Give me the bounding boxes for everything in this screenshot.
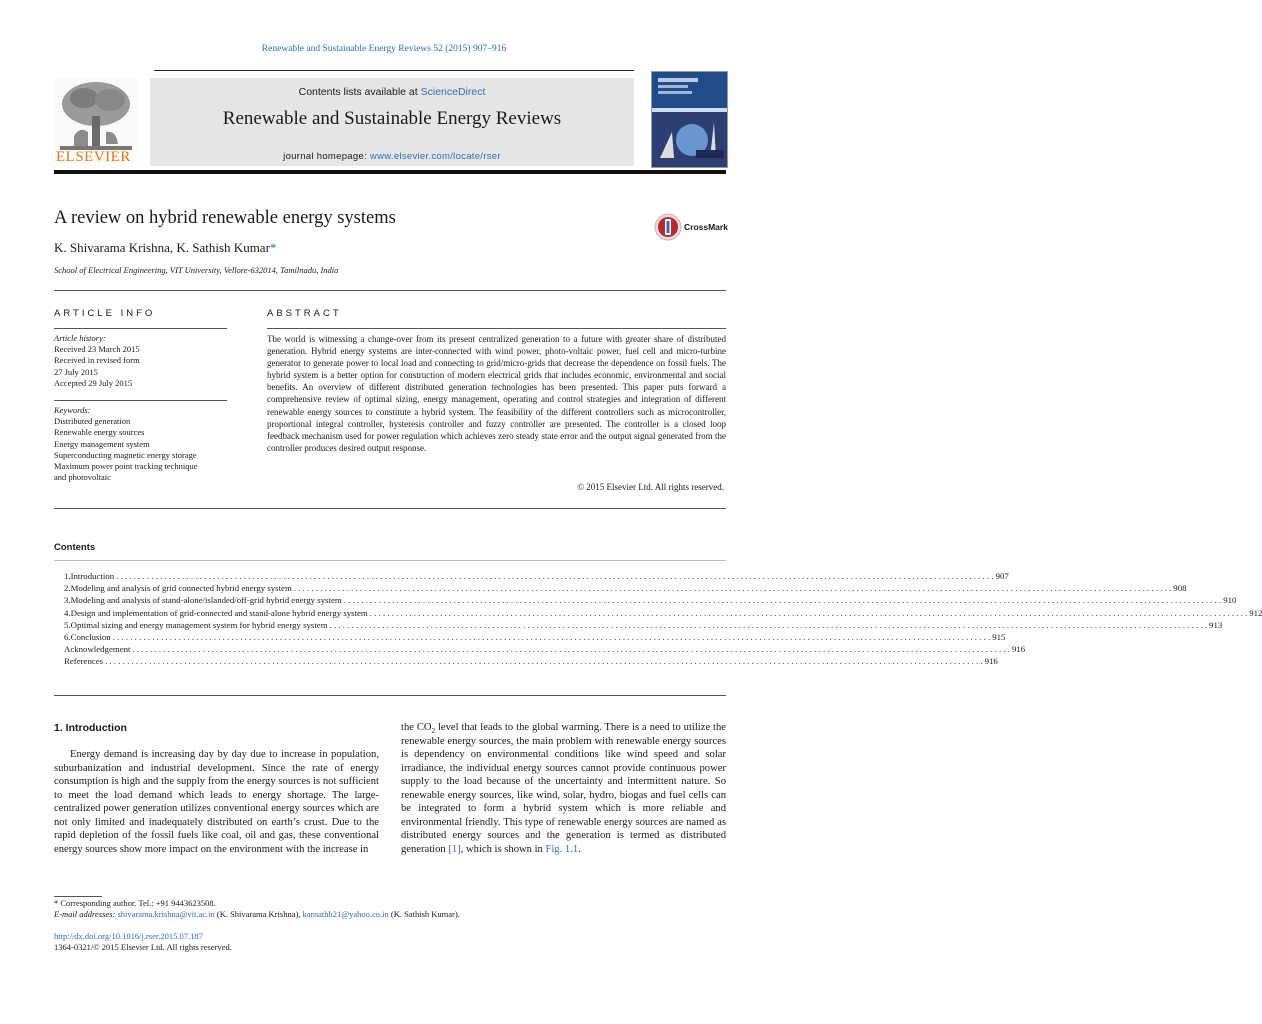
toc-leader-dots: . . . . . . . . . . . . . . . . . . . . . . . . . . . . . . . . . . . . . . . . . . . . . . . . . . . . . . . . . . . . . . . . . . . . . . . . . . . . . . . . . . . . . . . . . . . . . . . . . . . . . . . . . . . . . . . . . . . . . . . . . . . . . . . . . . . . . . . . . . . . . . . . . . . . . . . . . . . . . . . . . . . . . . . . . . . . . . . . . . . . . . . . . . . . . . . . . . . . . . . . bbox=[116, 571, 994, 581]
homepage-label: journal homepage: bbox=[283, 151, 367, 162]
reference-link[interactable]: [1] bbox=[448, 843, 461, 855]
abstract-copyright: © 2015 Elsevier Ltd. All rights reserved. bbox=[577, 482, 724, 492]
contents-rule bbox=[54, 560, 726, 561]
email-link[interactable]: shivarama.krishna@vit.ac.in bbox=[117, 909, 215, 919]
elsevier-wordmark: ELSEVIER bbox=[56, 149, 131, 165]
toc-label[interactable]: Introduction bbox=[70, 571, 115, 581]
toc-number: 1. bbox=[64, 571, 71, 581]
journal-banner bbox=[150, 78, 634, 166]
toc-page-number: 907 bbox=[995, 571, 1009, 581]
article-info-rule bbox=[54, 328, 227, 329]
toc-entry[interactable] bbox=[64, 656, 998, 668]
toc-leader-dots: . . . . . . . . . . . . . . . . . . . . . . . . . . . . . . . . . . . . . . . . . . . . . . . . . . . . . . . . . . . . . . . . . . . . . . . . . . . . . . . . . . . . . . . . . . . . . . . . . . . . . . . . . . . . . . . . . . . . . . . . . . . . . . . . . . . . . . . . . . . . . . . . . . . . . . . . . . . . . . . . . . . . . . . . . . . . . . . . . . . . . . . . . . . . . . . . . . . . . . . . bbox=[105, 656, 983, 667]
journal-homepage-line bbox=[150, 151, 634, 162]
toc-label[interactable]: Modeling and analysis of grid connected hybrid energy system bbox=[70, 583, 292, 594]
toc-entry[interactable] bbox=[64, 607, 1262, 620]
keywords-rule bbox=[54, 400, 227, 401]
toc-page-number: 910 bbox=[1223, 595, 1237, 606]
article-info-heading: ARTICLE INFO bbox=[54, 308, 156, 319]
contents-available-line bbox=[150, 86, 634, 98]
body-text: . bbox=[578, 843, 581, 855]
article-authors bbox=[54, 240, 276, 256]
sciencedirect-link[interactable]: ScienceDirect bbox=[420, 86, 486, 98]
toc-number: 6. bbox=[64, 631, 71, 642]
toc-page-number: 916 bbox=[984, 656, 998, 667]
abstract-rule bbox=[267, 328, 726, 329]
keyword-item: Energy management system bbox=[54, 438, 150, 449]
homepage-link[interactable]: www.elsevier.com/locate/rser bbox=[369, 151, 501, 162]
table-of-contents bbox=[64, 571, 1262, 669]
email-owner: (K. Sathish Kumar). bbox=[388, 909, 460, 919]
doi-block bbox=[54, 931, 232, 953]
toc-number: 3. bbox=[64, 595, 71, 606]
history-item: Received in revised form bbox=[54, 355, 140, 366]
toc-leader-dots: . . . . . . . . . . . . . . . . . . . . . . . . . . . . . . . . . . . . . . . . . . . . . . . . . . . . . . . . . . . . . . . . . . . . . . . . . . . . . . . . . . . . . . . . . . . . . . . . . . . . . . . . . . . . . . . . . . . . . . . . . . . . . . . . . . . . . . . . . . . . . . . . . . . . . . . . . . . . . . . . . . . . . . . . . . . . . . . . . . . . . . . . . . . . . . . . . . . . . . . . bbox=[112, 631, 991, 642]
keyword-item: Distributed generation bbox=[54, 416, 131, 427]
toc-leader-dots: . . . . . . . . . . . . . . . . . . . . . . . . . . . . . . . . . . . . . . . . . . . . . . . . . . . . . . . . . . . . . . . . . . . . . . . . . . . . . . . . . . . . . . . . . . . . . . . . . . . . . . . . . . . . . . . . . . . . . . . . . . . . . . . . . . . . . . . . . . . . . . . . . . . . . . . . . . . . . . . . . . . . . . . . . . . . . . . . . . . . . . . . . . . . . . . . . . . . . . . . bbox=[293, 583, 1172, 594]
abstract-heading: ABSTRACT bbox=[267, 308, 342, 319]
keyword-item: Superconducting magnetic energy storage bbox=[54, 449, 197, 460]
corresponding-author-marker[interactable]: * bbox=[269, 240, 277, 255]
footnotes bbox=[54, 898, 460, 920]
toc-label[interactable]: Modeling and analysis of stand-alone/islanded/off-grid hybrid energy system bbox=[70, 595, 342, 606]
toc-label[interactable]: Acknowledgement bbox=[64, 644, 131, 655]
crossmark-icon bbox=[654, 212, 682, 242]
author-names: K. Shivarama Krishna, K. Sathish Kumar bbox=[54, 240, 270, 255]
toc-page-number: 916 bbox=[1011, 644, 1026, 655]
email-link[interactable]: kansathh21@yahoo.co.in bbox=[302, 909, 389, 919]
article-title: A review on hybrid renewable energy systems bbox=[54, 208, 396, 228]
author-affiliation: School of Electrical Engineering, VIT University, Vellore-632014, Tamilnadu, India bbox=[54, 265, 339, 275]
toc-entry[interactable] bbox=[64, 595, 1237, 607]
contents-heading: Contents bbox=[54, 542, 96, 553]
corresponding-author-note: * Corresponding author. Tel.: +91 9443623508. bbox=[54, 898, 216, 908]
toc-entry[interactable] bbox=[64, 583, 1187, 595]
body-right-column bbox=[401, 721, 726, 856]
keyword-item: Renewable energy sources bbox=[54, 427, 145, 438]
masthead-bottom-rule bbox=[54, 170, 726, 174]
abstract-text: The world is witnessing a change-over from its present centralized generation to a future with greater share of distributed generation. Hybrid energy systems are inter-connected with wind power, photo-voltaic power, fuel cell and micro-turbine generator to generate power to local load and connecting to grid/micro-grids that decrease the dependence on fossil fuels. The hybrid system is a better option for construction of modern electrical grids that includes economic, environmental and social benefits. An overview of different distributed generation technologies has been presented. This paper puts forward a comprehensive review of optimal sizing, energy management, operating and control strategies and integration of different renewable energy sources to constitute a hybrid system. The feasibility of the different controllers such as microcontroller, proportional integral controller, hysteresis controller and fuzzy controller are presented. The controller is a closed loop feedback mechanism used for power regulation which achieves zero steady state error and the output signal generated from the controller produces desired output response. bbox=[267, 334, 726, 453]
journal-masthead bbox=[54, 70, 726, 170]
email-owner: (K. Shivarama Krishna), bbox=[214, 909, 303, 919]
body-text: the CO bbox=[401, 722, 432, 733]
history-item: 27 July 2015 bbox=[54, 366, 98, 377]
masthead-top-rule bbox=[154, 70, 634, 71]
toc-entry[interactable] bbox=[64, 571, 1009, 583]
toc-leader-dots: . . . . . . . . . . . . . . . . . . . . . . . . . . . . . . . . . . . . . . . . . . . . . . . . . . . . . . . . . . . . . . . . . . . . . . . . . . . . . . . . . . . . . . . . . . . . . . . . . . . . . . . . . . . . . . . . . . . . . . . . . . . . . . . . . . . . . . . . . . . . . . . . . . . . . . . . . . . . . . . . . . . . . . . . . . . . . . . . . . . . . . . . . . . . . . . . . . . . . . . . bbox=[132, 644, 1010, 655]
toc-page-number: 913 bbox=[1209, 619, 1223, 630]
article-history bbox=[54, 333, 140, 389]
figure-link[interactable]: Fig. 1.1 bbox=[545, 843, 579, 855]
footnote-rule bbox=[54, 896, 102, 897]
abstract-bottom-rule bbox=[54, 508, 726, 509]
toc-label[interactable]: Design and implementation of grid-connected and stand-alone hybrid energy system bbox=[70, 607, 368, 618]
toc-entry[interactable] bbox=[64, 619, 1223, 632]
toc-page-number: 908 bbox=[1173, 583, 1187, 594]
contents-available-text: Contents lists available at bbox=[298, 86, 418, 98]
toc-number: 5. bbox=[64, 619, 71, 630]
toc-number: 2. bbox=[64, 583, 71, 594]
history-label: Article history: bbox=[54, 333, 106, 343]
issn-line: 1364-0321/© 2015 Elsevier Ltd. All rights reserved. bbox=[54, 942, 232, 952]
history-item: Received 23 March 2015 bbox=[54, 344, 140, 355]
keyword-item: and photovoltaic bbox=[54, 472, 111, 483]
keywords-label: Keywords: bbox=[54, 405, 91, 415]
toc-leader-dots: . . . . . . . . . . . . . . . . . . . . . . . . . . . . . . . . . . . . . . . . . . . . . . . . . . . . . . . . . . . . . . . . . . . . . . . . . . . . . . . . . . . . . . . . . . . . . . . . . . . . . . . . . . . . . . . . . . . . . . . . . . . . . . . . . . . . . . . . . . . . . . . . . . . . . . . . . . . . . . . . . . . . . . . . . . . . . . . . . . . . . . . . . . . . . . . . . . . . . . . . bbox=[369, 607, 1248, 618]
email-addresses bbox=[54, 909, 460, 920]
toc-label[interactable]: Optimal sizing and energy management system for hybrid energy system bbox=[70, 619, 328, 630]
toc-label[interactable]: Conclusion bbox=[70, 631, 111, 642]
toc-page-number: 915 bbox=[992, 631, 1006, 642]
toc-entry[interactable] bbox=[64, 644, 1026, 656]
keyword-item: Maximum power point tracking technique bbox=[54, 461, 198, 472]
toc-label[interactable]: References bbox=[64, 656, 104, 667]
body-text: , which is shown in bbox=[460, 843, 546, 855]
journal-citation-link[interactable]: Renewable and Sustainable Energy Reviews 52 (2015) 907–916 bbox=[261, 44, 507, 54]
history-item: Accepted 29 July 2015 bbox=[54, 377, 133, 388]
co2-subscript: 2 bbox=[431, 727, 436, 736]
journal-cover-thumbnail[interactable] bbox=[651, 71, 728, 168]
contents-bottom-rule bbox=[54, 695, 726, 696]
crossmark-badge[interactable] bbox=[654, 212, 744, 242]
cover-art-icon bbox=[652, 72, 727, 167]
toc-leader-dots: . . . . . . . . . . . . . . . . . . . . . . . . . . . . . . . . . . . . . . . . . . . . . . . . . . . . . . . . . . . . . . . . . . . . . . . . . . . . . . . . . . . . . . . . . . . . . . . . . . . . . . . . . . . . . . . . . . . . . . . . . . . . . . . . . . . . . . . . . . . . . . . . . . . . . . . . . . . . . . . . . . . . . . . . . . . . . . . . . . . . . . . . . . . . . . . . . . . . . . . . bbox=[329, 619, 1208, 630]
toc-page-number: 912 bbox=[1249, 607, 1262, 618]
journal-name: Renewable and Sustainable Energy Reviews bbox=[222, 108, 562, 129]
keywords-block bbox=[54, 405, 234, 483]
crossmark-label: CrossMark bbox=[684, 222, 728, 232]
introduction-heading: 1. Introduction bbox=[54, 722, 127, 734]
body-text: level that leads to the global warming. There is a need to utilize the renewable energy sources, the main problem with renewable energy sources is dependency on environmental conditions like wind speed and solar irradiance, the individual energy sources cannot provide continuous power supply to the load because of the uncertainty and intermittent nature. So renewable energy sources, like wind, solar, hydro, biogas and fuel cells can be integrated to form a hybrid system which is more reliable and environmental friendly. This type of renewable energy sources are named as distributed energy sources and the generation is termed as distributed generation bbox=[401, 722, 726, 855]
doi-link[interactable]: http://dx.doi.org/10.1016/j.rser.2015.07.187 bbox=[54, 931, 203, 941]
title-divider bbox=[54, 290, 726, 291]
toc-entry[interactable] bbox=[64, 631, 1006, 644]
toc-leader-dots: . . . . . . . . . . . . . . . . . . . . . . . . . . . . . . . . . . . . . . . . . . . . . . . . . . . . . . . . . . . . . . . . . . . . . . . . . . . . . . . . . . . . . . . . . . . . . . . . . . . . . . . . . . . . . . . . . . . . . . . . . . . . . . . . . . . . . . . . . . . . . . . . . . . . . . . . . . . . . . . . . . . . . . . . . . . . . . . . . . . . . . . . . . . . . . . . . . . . . . . . bbox=[343, 595, 1222, 606]
email-label: E-mail addresses: bbox=[54, 909, 116, 919]
body-left-column: Energy demand is increasing day by day due to increase in population, suburbanization and industrial development. Since the rate of energy consumption is high and the supply from the energy sources is not sufficient to meet the load demand which leads to energy shortage. The large-centralized power generation utilizes conventional energy sources which are not only limited and inadequately distributed on earth’s crust. Due to the rapid depletion of the fossil fuels like coal, oil and gas, these conventional energy sources show more impact on the environment with the increase in bbox=[54, 749, 379, 855]
toc-number: 4. bbox=[64, 607, 71, 618]
